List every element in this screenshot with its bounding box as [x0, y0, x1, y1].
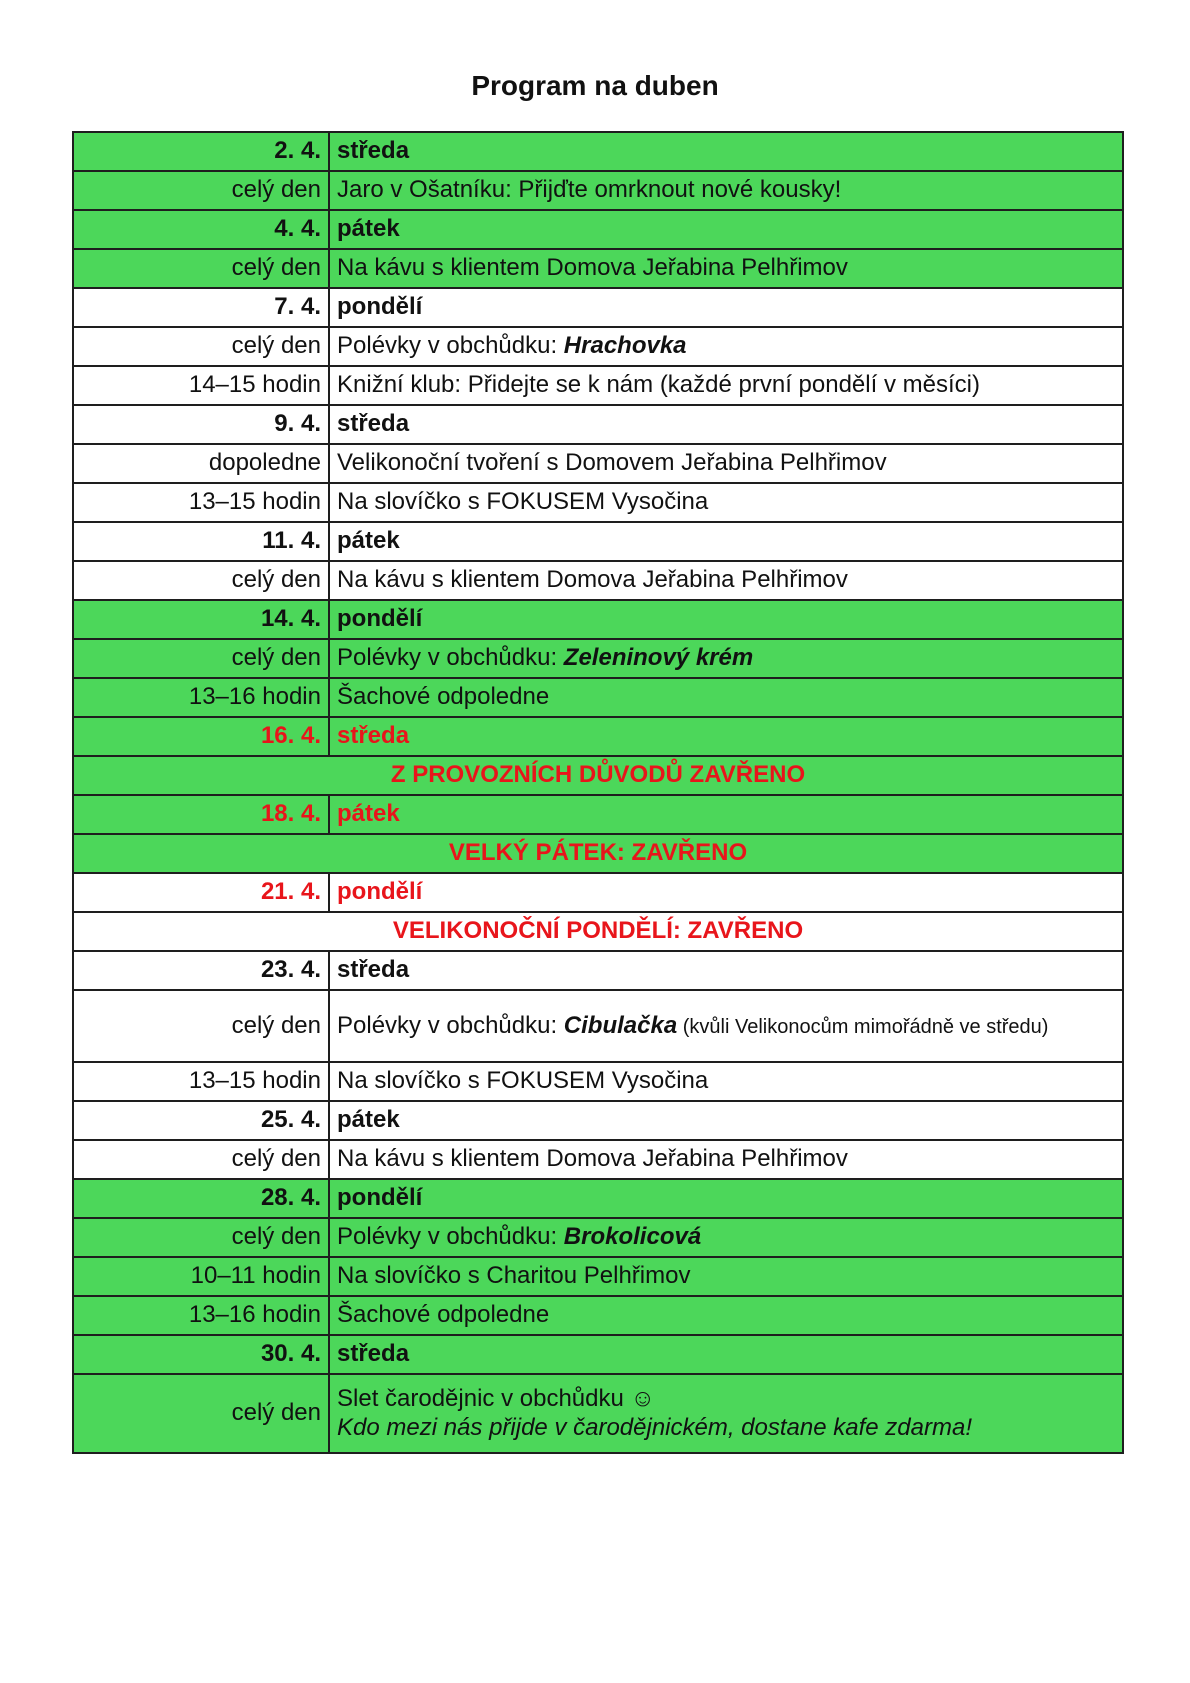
table-row [73, 444, 1123, 483]
time-cell: celý den [73, 561, 329, 600]
time-cell: 14–15 hodin [73, 366, 329, 405]
weekday-cell: pátek [329, 795, 1123, 834]
table-row [73, 990, 1123, 1062]
event-cell [329, 639, 1123, 678]
time-cell: 10–11 hodin [73, 1257, 329, 1296]
time-cell: celý den [73, 639, 329, 678]
weekday-cell: pondělí [329, 600, 1123, 639]
date-cell: 9. 4. [73, 405, 329, 444]
date-cell: 21. 4. [73, 873, 329, 912]
date-cell: 7. 4. [73, 288, 329, 327]
time-cell: 13–15 hodin [73, 1062, 329, 1101]
event-cell: Na kávu s klientem Domova Jeřabina Pelhřimov [329, 561, 1123, 600]
event-cell: Knižní klub: Přidejte se k nám (každé první pondělí v měsíci) [329, 366, 1123, 405]
table-row [73, 132, 1123, 171]
table-row [73, 1374, 1123, 1453]
event-note: (kvůli Velikonocům mimořádně ve středu) [677, 1015, 1049, 1038]
date-cell: 16. 4. [73, 717, 329, 756]
program-table [72, 131, 1124, 1454]
event-text: Polévky v obchůdku: [337, 332, 564, 360]
page-title: Program na duben [471, 70, 719, 101]
date-cell: 25. 4. [73, 1101, 329, 1140]
event-cell: Na kávu s klientem Domova Jeřabina Pelhřimov [329, 1140, 1123, 1179]
time-cell: 13–15 hodin [73, 483, 329, 522]
event-text: Slet čarodějnic v obchůdku ☺ [337, 1384, 656, 1412]
soup-name: Zeleninový krém [563, 644, 754, 672]
closed-notice: VELKÝ PÁTEK: ZAVŘENO [73, 834, 1123, 873]
table-row [73, 483, 1123, 522]
event-cell: Na slovíčko s FOKUSEM Vysočina [329, 1062, 1123, 1101]
time-cell: celý den [73, 990, 329, 1062]
event-text: Polévky v obchůdku: [337, 1011, 564, 1039]
event-cell: Šachové odpoledne [329, 678, 1123, 717]
date-cell: 4. 4. [73, 210, 329, 249]
table-row [73, 1218, 1123, 1257]
event-text: Polévky v obchůdku: [337, 644, 564, 672]
time-cell: celý den [73, 1140, 329, 1179]
table-row [73, 873, 1123, 912]
time-cell: celý den [73, 327, 329, 366]
soup-name: Hrachovka [563, 332, 687, 360]
table-row [73, 1140, 1123, 1179]
table-row [73, 1179, 1123, 1218]
table-row [73, 288, 1123, 327]
event-cell [329, 990, 1123, 1062]
table-row [73, 405, 1123, 444]
event-cell [329, 327, 1123, 366]
table-row [73, 1062, 1123, 1101]
table-row [73, 1296, 1123, 1335]
soup-name: Brokolicová [563, 1223, 702, 1251]
closed-notice: VELIKONOČNÍ PONDĚLÍ: ZAVŘENO [73, 912, 1123, 951]
table-row [73, 366, 1123, 405]
weekday-cell: pátek [329, 522, 1123, 561]
table-row [73, 717, 1123, 756]
weekday-cell: pondělí [329, 1179, 1123, 1218]
weekday-cell: pátek [329, 210, 1123, 249]
weekday-cell: středa [329, 951, 1123, 990]
table-row [73, 1335, 1123, 1374]
table-row [73, 600, 1123, 639]
date-cell: 23. 4. [73, 951, 329, 990]
event-cell: Na kávu s klientem Domova Jeřabina Pelhřimov [329, 249, 1123, 288]
weekday-cell: středa [329, 717, 1123, 756]
table-row [73, 795, 1123, 834]
event-cell [329, 1218, 1123, 1257]
date-cell: 30. 4. [73, 1335, 329, 1374]
table-row [73, 1257, 1123, 1296]
table-row [73, 561, 1123, 600]
event-subtext: Kdo mezi nás přijde v čarodějnickém, dostane kafe zdarma! [337, 1413, 972, 1441]
weekday-cell: středa [329, 1335, 1123, 1374]
event-cell: Na slovíčko s FOKUSEM Vysočina [329, 483, 1123, 522]
weekday-cell: pondělí [329, 288, 1123, 327]
date-cell: 14. 4. [73, 600, 329, 639]
time-cell: 13–16 hodin [73, 1296, 329, 1335]
table-row [73, 912, 1123, 951]
event-text: Polévky v obchůdku: [337, 1223, 564, 1251]
table-row [73, 249, 1123, 288]
event-cell: Šachové odpoledne [329, 1296, 1123, 1335]
soup-name: Cibulačka [563, 1011, 678, 1039]
event-cell [329, 1374, 1123, 1453]
time-cell: dopoledne [73, 444, 329, 483]
date-cell: 2. 4. [73, 132, 329, 171]
weekday-cell: pátek [329, 1101, 1123, 1140]
weekday-cell: středa [329, 132, 1123, 171]
weekday-cell: středa [329, 405, 1123, 444]
weekday-cell: pondělí [329, 873, 1123, 912]
table-row [73, 210, 1123, 249]
table-row [73, 951, 1123, 990]
date-cell: 28. 4. [73, 1179, 329, 1218]
event-cell: Jaro v Ošatníku: Přijďte omrknout nové kousky! [329, 171, 1123, 210]
table-row [73, 639, 1123, 678]
event-cell: Na slovíčko s Charitou Pelhřimov [329, 1257, 1123, 1296]
time-cell: 13–16 hodin [73, 678, 329, 717]
table-row [73, 171, 1123, 210]
time-cell: celý den [73, 1218, 329, 1257]
table-row [73, 522, 1123, 561]
time-cell: celý den [73, 249, 329, 288]
time-cell: celý den [73, 171, 329, 210]
table-row [73, 1101, 1123, 1140]
date-cell: 11. 4. [73, 522, 329, 561]
table-row [73, 327, 1123, 366]
time-cell: celý den [73, 1374, 329, 1453]
table-row [73, 834, 1123, 873]
event-cell: Velikonoční tvoření s Domovem Jeřabina Pelhřimov [329, 444, 1123, 483]
date-cell: 18. 4. [73, 795, 329, 834]
table-row [73, 756, 1123, 795]
closed-notice: Z PROVOZNÍCH DŮVODŮ ZAVŘENO [73, 756, 1123, 795]
table-row [73, 678, 1123, 717]
